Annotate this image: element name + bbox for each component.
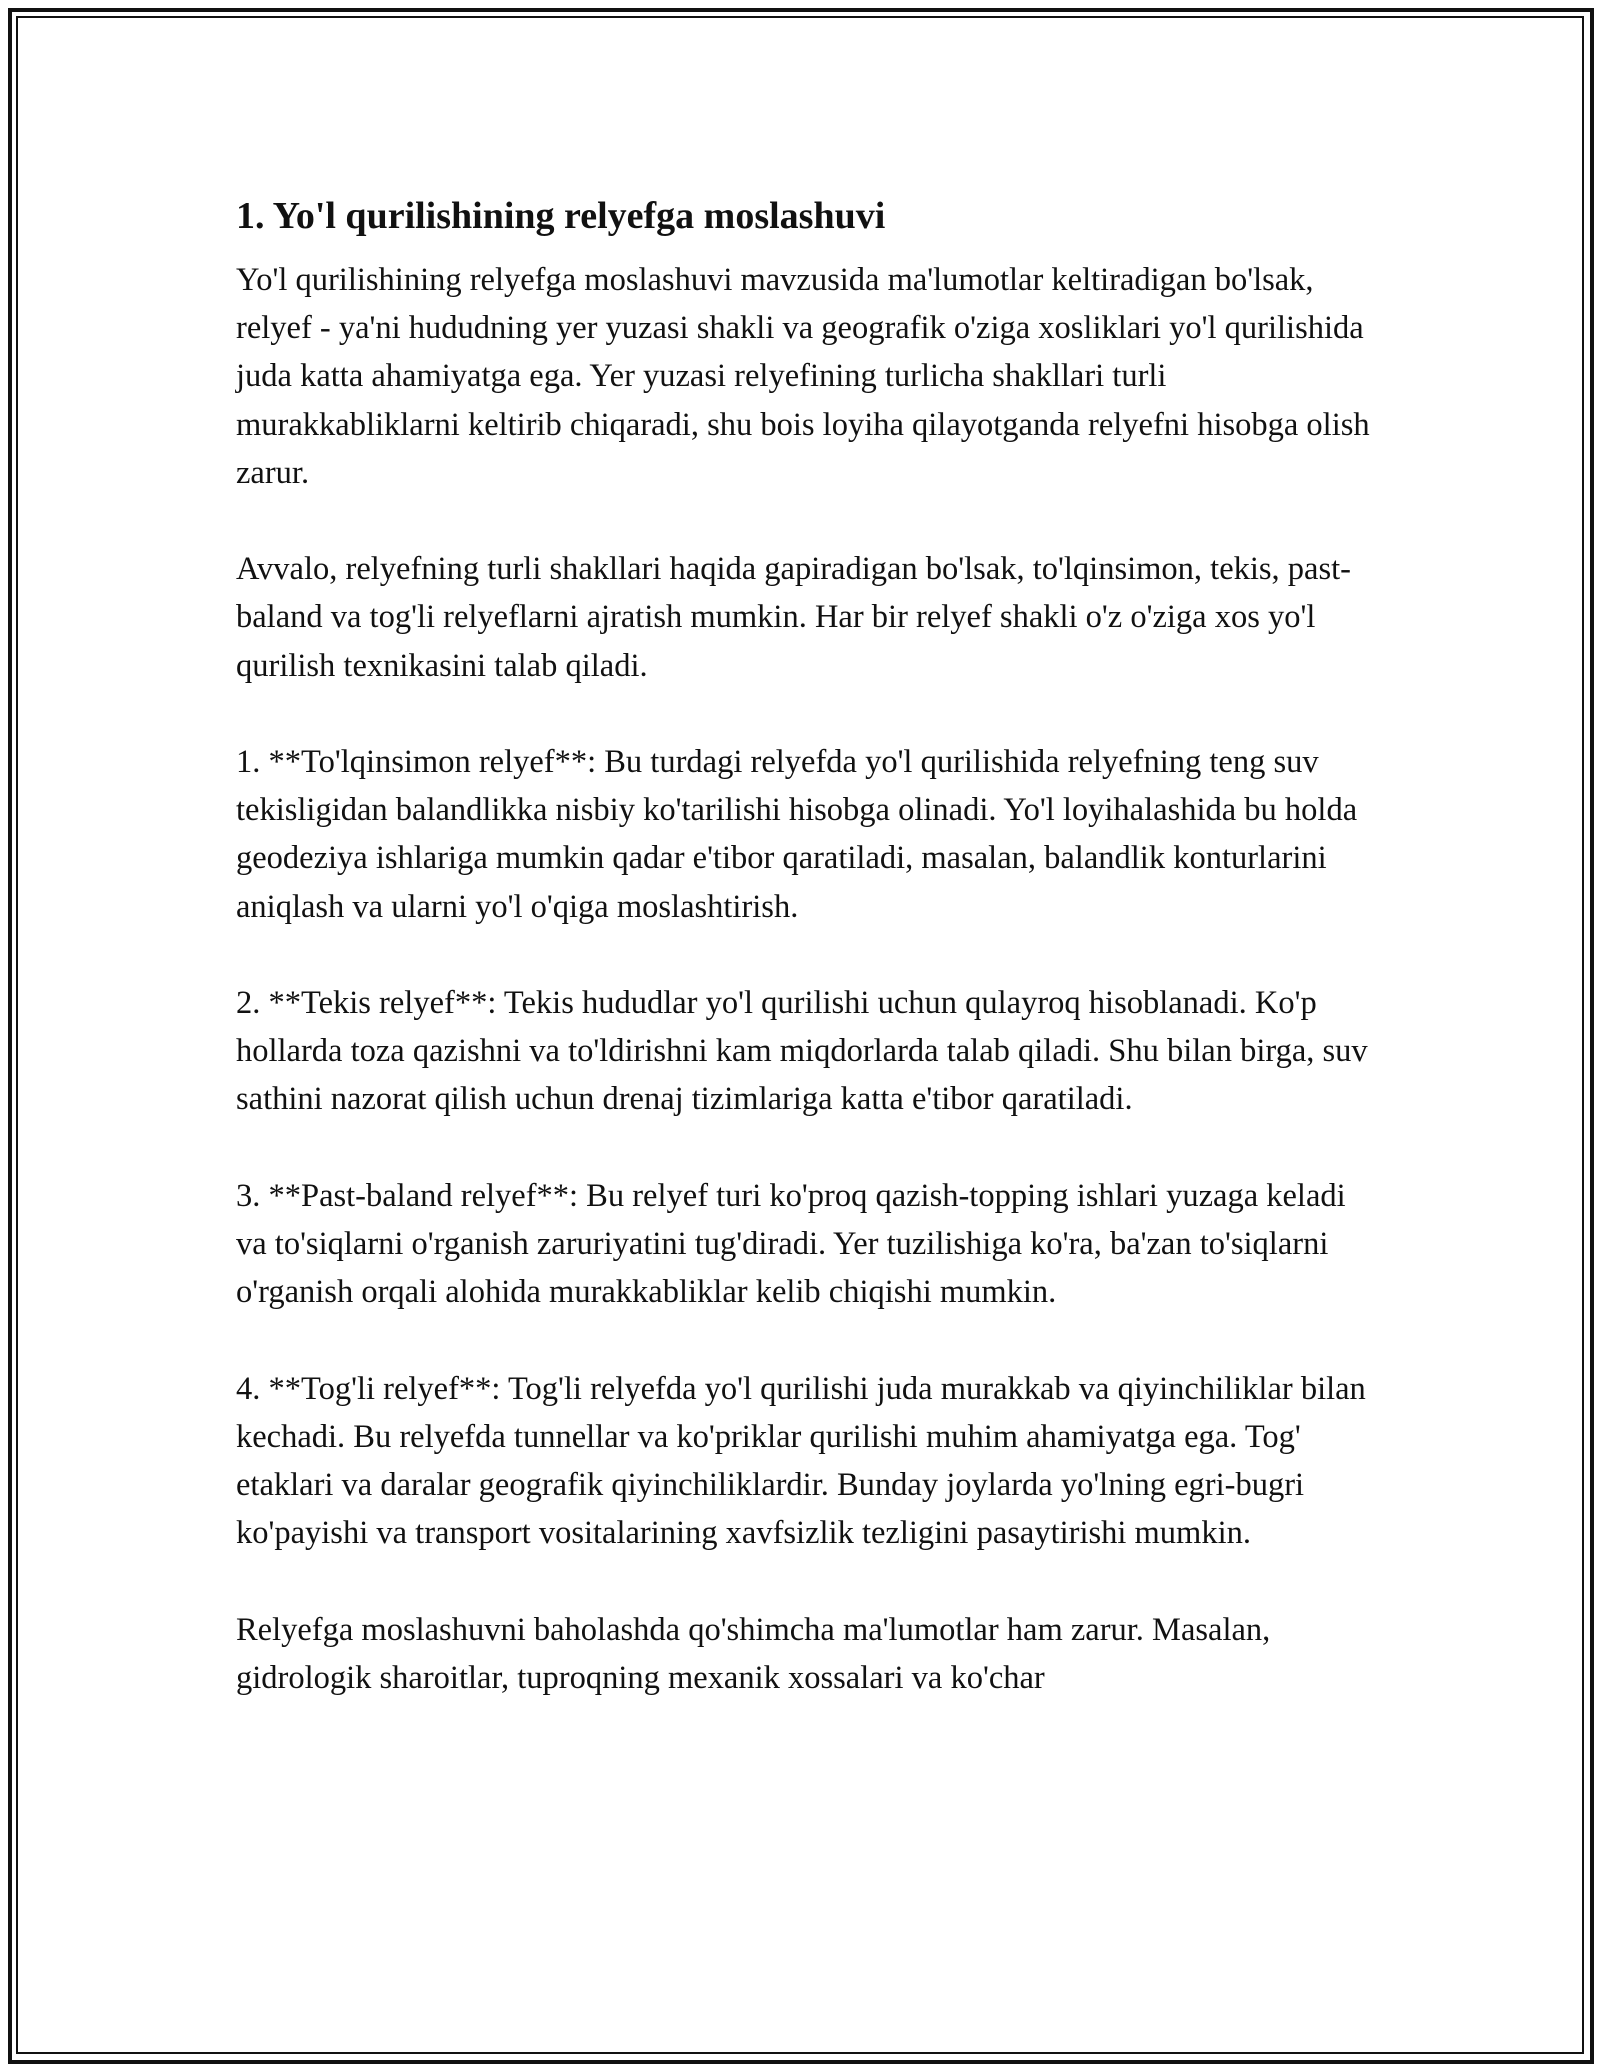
paragraph-intro: Yo'l qurilishining relyefga moslashuvi mavzusida ma'lumotlar keltiradigan bo'lsak, relyef - ya'ni hududning yer yuzasi shakli va geografik o'ziga xosliklari yo'l qurilishida juda katta ahamiyatga ega. Yer yuzasi relyefining turlicha shakllari turli murakkabliklarni keltirib chiqaradi, shu bois loyiha qilayotganda relyefni hisobga olish zarur.	[236, 262, 1370, 491]
paragraph-relief-types: Avvalo, relyefning turli shakllari haqida gapiradigan bo'lsak, to'lqinsimon, tekis, past-baland va tog'li relyeflarni ajratish mumkin. Har bir relyef shakli o'z o'ziga xos yo'l qurilish texnikasini talab qiladi.	[236, 551, 1351, 684]
document-body	[236, 190, 1376, 1750]
section-heading: 1. Yo'l qurilishining relyefga moslashuvi	[236, 195, 886, 237]
paragraph-item-1: 1. **To'lqinsimon relyef**: Bu turdagi relyefda yo'l qurilishida relyefning teng suv tekisligidan balandlikka nisbiy ko'tarilishi hisobga olinadi. Yo'l loyihalashida bu holda geodeziya ishlariga mumkin qadar e'tibor qaratiladi, masalan, balandlik konturlarini aniqlash va ularni yo'l o'qiga moslashtirish.	[236, 744, 1358, 925]
paragraph-item-3: 3. **Past-baland relyef**: Bu relyef turi ko'proq qazish-topping ishlari yuzaga keladi va to'siqlarni o'rganish zaruriyatini tug'diradi. Yer tuzilishiga ko'ra, ba'zan to'siqlarni o'rganish orqali alohida murakkabliklar kelib chiqishi mumkin.	[236, 1177, 1346, 1311]
paragraph-item-2: 2. **Tekis relyef**: Tekis hududlar yo'l qurilishi uchun qulayroq hisoblanadi. Ko'p hollarda toza qazishni va to'ldirishni kam miqdorlarda talab qiladi. Shu bilan birga, suv sathini nazorat qilish uchun drenaj tizimlariga katta e'tibor qaratiladi.	[236, 985, 1368, 1118]
paragraph-closing: Relyefga moslashuvni baholashda qo'shimcha ma'lumotlar ham zarur. Masalan, gidrologik sharoitlar, tuproqning mexanik xossalari va ko'char	[236, 1611, 1271, 1696]
paragraph-item-4: 4. **Tog'li relyef**: Tog'li relyefda yo'l qurilishi juda murakkab va qiyinchiliklar bilan kechadi. Bu relyefda tunnellar va ko'priklar qurilishi muhim ahamiyatga ega. Tog' etaklari va daralar geografik qiyinchiliklardir. Bunday joylarda yo'lning egri-bugri ko'payishi va transport vositalarining xavfsizlik tezligini pasaytirishi mumkin.	[236, 1370, 1366, 1552]
